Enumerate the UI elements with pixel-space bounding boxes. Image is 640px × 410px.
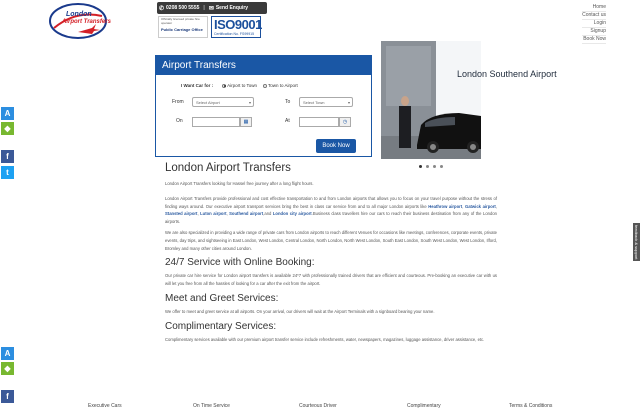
heading-complimentary: Complimentary Services: — [165, 320, 277, 332]
feedback-tab[interactable]: feedback & support — [634, 224, 639, 260]
facebook-icon[interactable]: f — [1, 390, 14, 403]
booking-form — [155, 55, 372, 157]
chevron-down-icon: ▾ — [248, 100, 251, 105]
svg-text:London: London — [66, 11, 92, 18]
footer-item: Courteous Driver — [299, 403, 337, 409]
p1-text: London Airport Transfers provide professional and cost effective transportation to and from London airports that allows you to focus on your travel purpose without the stress of finding ways around. Our executive airport transport services bring the best in class car service from and to all major London airports like — [165, 195, 497, 209]
from-select-value: Select Airport — [196, 100, 220, 105]
heading-meet: Meet and Greet Services: — [165, 292, 279, 304]
send-enquiry-link[interactable]: Send Enquiry — [215, 5, 249, 11]
footer-item[interactable]: Terms & Conditions — [509, 403, 553, 409]
to-label: To — [285, 99, 291, 105]
p2: We are also specialized in providing a wide range of private cars from London airports to reach different Venues for occasions like meetings, conferences, corporate events, private events, day trips, and sightseeing in East London, West London, Central London, North London, North West London, South East London, South West London, West London, Ilford, Bromley and many other cities around London. — [165, 229, 497, 251]
radio-label: Airport to Town — [227, 83, 258, 88]
link-gatwick[interactable]: Gatwick airport — [464, 203, 496, 209]
date-input[interactable] — [192, 117, 240, 127]
top-nav — [582, 4, 606, 44]
nav-home[interactable]: Home — [582, 4, 606, 12]
calendar-icon[interactable]: ▦ — [240, 117, 252, 127]
android-icon[interactable]: ◆ — [1, 122, 14, 135]
p1: London Airport Transfers provide professional and cost effective transportation to and from London airports that allows you to focus on your travel purpose without the stress of finding ways around. Our executive airport transport services bring the best in class car service from and to all major London airports like Heathrow airport, Gatwick airport, Stansted airport, Luton airport, Southend airport,and London city airport.Business class travellers hire our cars to reach their business destination from any of the London airports. — [165, 195, 497, 225]
main-content — [165, 162, 497, 347]
android-icon[interactable]: ◆ — [1, 362, 14, 375]
footer-item: Executive Cars — [88, 403, 122, 409]
at-label: At — [285, 118, 290, 124]
heading-service: 24/7 Service with Online Booking: — [165, 257, 315, 269]
direction-row — [181, 83, 298, 88]
nav-book-now[interactable]: Book Now — [583, 35, 606, 42]
from-select[interactable] — [192, 97, 254, 107]
time-input[interactable] — [299, 117, 339, 127]
phone-number[interactable]: 0208 500 5555 — [166, 5, 200, 11]
intro-text: London Airport Transfers looking for Hassel free journey after a long flight hours. — [165, 181, 314, 186]
twitter-icon[interactable]: t — [1, 166, 14, 179]
nav-contact[interactable]: Contact us — [582, 11, 606, 18]
facebook-icon[interactable]: f — [1, 150, 14, 163]
appstore-icon[interactable]: A — [1, 347, 14, 360]
p-meet: We offer to meet and greet service at all airports. On your arrival, our drivers will wait at the Airport Terminals with a signboard bearing your name. — [165, 308, 435, 314]
radio-dot[interactable] — [263, 84, 267, 88]
iso-badge — [211, 16, 261, 38]
on-label: On — [176, 118, 183, 124]
hero-slider[interactable] — [381, 41, 557, 159]
pco-text: Officially licensed private hire operator — [161, 17, 200, 25]
want-label: I Want Car for : — [181, 83, 214, 88]
svg-text:Airport Transfers: Airport Transfers — [62, 19, 111, 25]
chauffeur-car-image — [381, 41, 557, 159]
iso-title: ISO9001 — [214, 17, 262, 32]
airport-sign-text: London Southend Airport — [457, 69, 557, 79]
pco-badge — [158, 16, 208, 38]
nav-login[interactable]: Login — [582, 20, 606, 28]
link-southend[interactable]: Southend airport — [229, 211, 264, 217]
to-select[interactable] — [299, 97, 353, 107]
booking-title: Airport Transfers — [156, 56, 371, 75]
radio-label: Town to Airport — [268, 83, 298, 88]
mail-icon: ✉ — [208, 5, 214, 12]
book-now-button[interactable]: Book Now — [316, 139, 356, 153]
nav-signup[interactable]: Signup — [582, 28, 606, 36]
p-complimentary: Complimentary services available with our premium airport transfer service include refreshments, water, newspapers, magazines, luggage assistance, driver assistance, etc. — [165, 336, 485, 342]
radio-airport-to-town[interactable] — [222, 83, 257, 88]
radio-dot[interactable] — [222, 84, 226, 88]
link-stansted[interactable]: Stansted airport — [165, 211, 198, 217]
footer-strip — [0, 402, 640, 410]
p-service: Our private car hire service for London airport transfers is available 24*7 with professionally trained drivers that are efficient and courteous. Pre-booking an executive car with us will let you free from all the hassles of looking for a car after the exit from the airport. — [165, 273, 497, 287]
appstore-icon[interactable]: A — [1, 107, 14, 120]
p1-end: Business class travellers hire our cars to reach their business destination from any of the London airports. — [165, 211, 497, 225]
to-select-value: Select Town — [303, 100, 325, 105]
from-label: From — [172, 99, 184, 105]
company-logo[interactable] — [48, 2, 111, 40]
chevron-down-icon: ▾ — [347, 100, 350, 105]
link-heathrow[interactable]: Heathrow airport — [428, 203, 463, 209]
radio-town-to-airport[interactable] — [263, 83, 298, 88]
footer-item: Complimentary — [407, 403, 441, 409]
separator: | — [203, 5, 205, 11]
pco-title: Public Carriage Office — [161, 27, 203, 33]
clock-icon[interactable]: ◷ — [339, 117, 351, 127]
iso-cert: Certification No. FS99915 — [214, 32, 255, 36]
page-title: London Airport Transfers — [165, 162, 291, 174]
link-london-city[interactable]: London city airport — [272, 211, 312, 217]
footer-item: On Time Service — [193, 403, 230, 409]
contact-bar — [157, 2, 267, 14]
phone-icon: ✆ — [159, 5, 165, 12]
link-luton[interactable]: Luton airport — [200, 211, 227, 217]
